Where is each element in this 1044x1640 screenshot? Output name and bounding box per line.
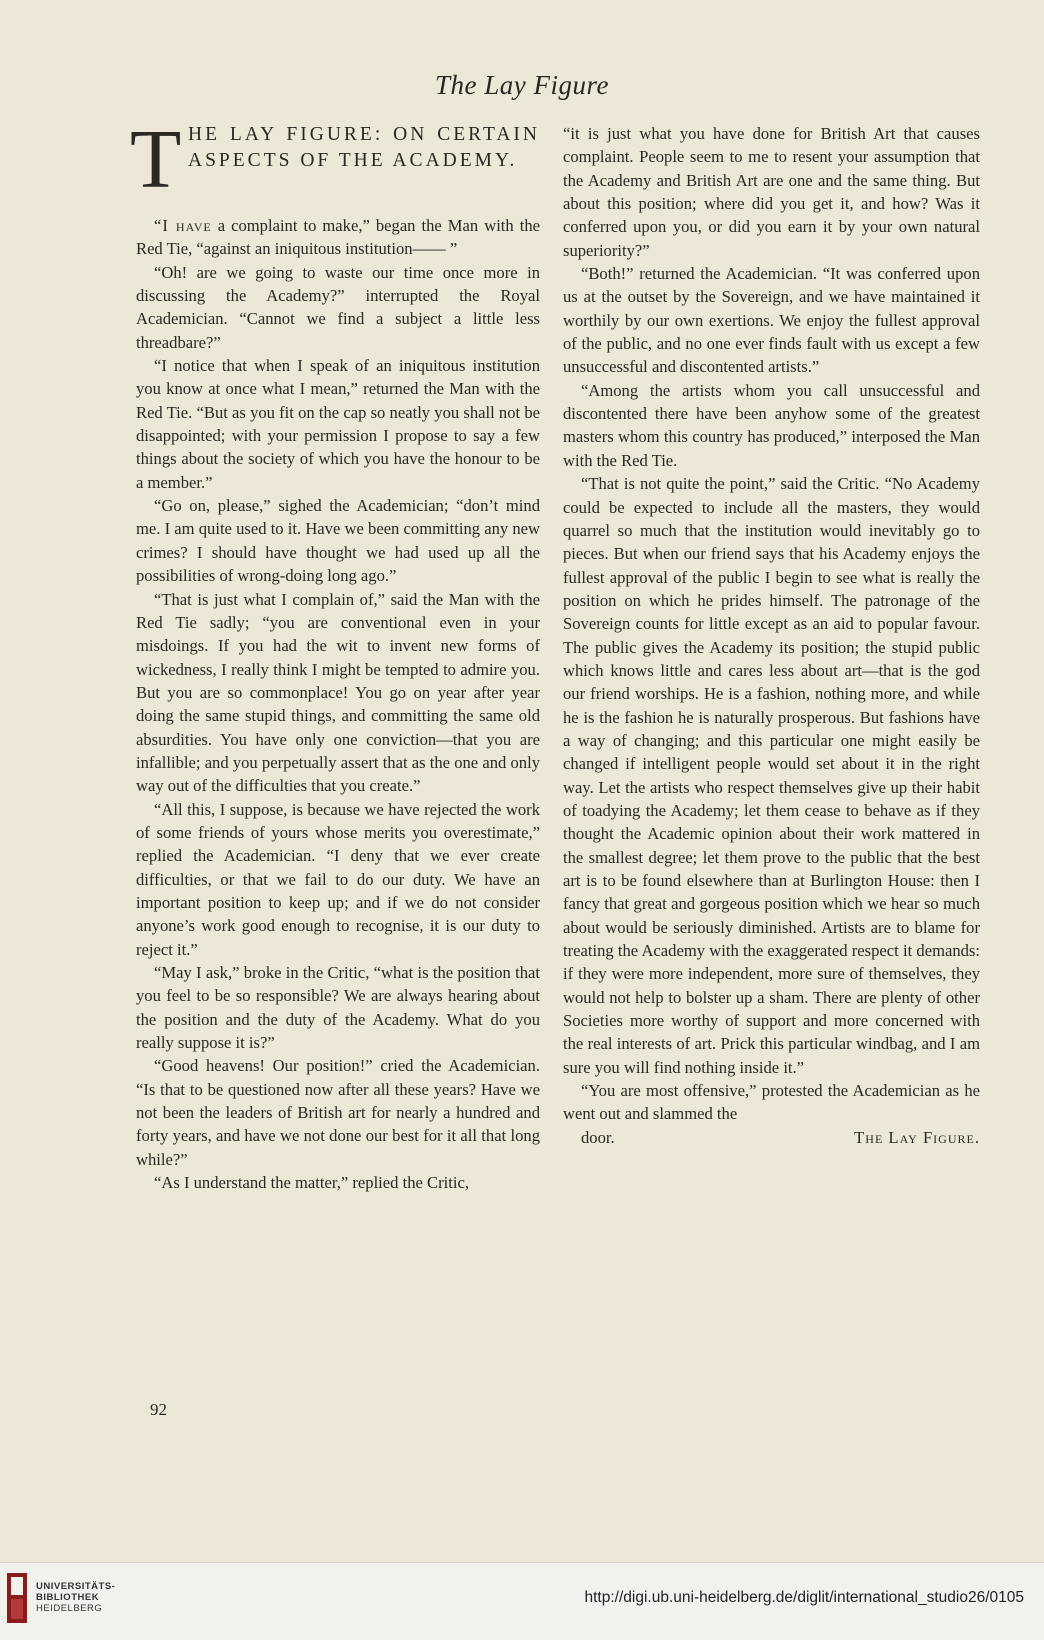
library-line3: HEIDELBERG — [36, 1603, 103, 1614]
paragraph: “You are most offensive,” protested the Academician as he went out and slammed the — [563, 1081, 980, 1124]
article-title — [130, 113, 540, 206]
paragraph: “As I understand the matter,” replied the Critic, — [154, 1173, 469, 1193]
paragraph: “I notice that when I speak of an iniquitous institution you know at once what I mean,” returned the Man with the Red Tie. “But as you fit on the cap so neatly you shall not be disappointed; with your permission I propose to say a few things about the society of which you have the honour to be a member.” — [136, 356, 540, 492]
university-logo-icon — [4, 1569, 30, 1627]
title-text: HE LAY FIGURE: ON CERTAIN ASPECTS OF THE ACADEMY. — [188, 124, 540, 171]
paragraph: “All this, I suppose, is because we have rejected the work of some friends of yours whose merits you overestimate,” replied the Academician. “I deny that we ever create difficulties, or that we fail to do our duty. We have an important position to keep up; and if we do not consider anyone’s work good enough to recognise, it is our duty to reject it.” — [136, 799, 540, 959]
library-name — [36, 1581, 115, 1614]
running-title: The Lay Figure — [435, 70, 609, 100]
paragraph: “Good heavens! Our position!” cried the Academician. “Is that to be questioned now after all these years? Have we not been the leaders of British art for nearly a hundred and forty years, and have we not done our best for it all that long while?” — [136, 1056, 540, 1169]
signature: The Lay Figure. — [854, 1127, 980, 1147]
paragraph: “That is not quite the point,” said the Critic. “No Academy could be expected to include all the masters, they would quarrel so much that the institution would inevitably go to pieces. But when our friend says that his Academy enjoys the fullest approval of the public I begin to see what is really the position on which he prides himself. The patronage of the Sovereign counts for little except as an aid to popular favour. The public gives the Academy its position; the stupid public which knows little and cares less about art—that is the god our friend worships. He is a fashion, nothing more, and while he is the fashion he is naturally prosperous. But fashions have a way of changing; and this particular one might easily be changed if intelligent people would set about it in the right way. Let the artists who respect themselves give up their habit of toadying the Academy; let them cease to behave as if they thought the Academic opinion about their work mattered in the smallest degree; let them prove to the public that the best art is to be found elsewhere than at Burlington House: then I fancy that great and gorgeous position which we hear so much about would be seriously diminished. Artists are to blame for treating the Academy with the exaggerated respect it demands: if they were more independent, more sure of themselves, they would not help to bolster up a sham. There are plenty of other Societies more worthy of support and more concerned with the real interests of art. Prick this particular windbag, and I am sure you will find nothing inside it.” — [563, 474, 980, 1077]
page-number: 92 — [150, 1400, 167, 1419]
left-column — [130, 113, 541, 1194]
paragraph: “Go on, please,” sighed the Academician; “don’t mind me. I am quite used to it. Have we been committing any new crimes? I should have thought we had used up all the possibilities of wrong-doing long ago.” — [136, 496, 540, 586]
closing-line — [563, 1126, 980, 1149]
paragraph: “That is just what I complain of,” said the Man with the Red Tie sadly; “you are conventional even in your misdoings. If you had the wit to invent new forms of wickedness, I really think I might be tempted to admire you. But you are so commonplace! You go on year after year doing the same stupid things, and committing the same old absurdities. You have only one conviction—that you are infallible; and you perpetually assert that as the one and only way out of the difficulties that you create.” — [136, 589, 540, 796]
paragraph: “Both!” returned the Academician. “It was conferred upon us at the outset by the Sovereign, and we have maintained it worthily by our own exertions. We enjoy the fullest approval of the public, and no one ever finds fault with us except a few unsuccessful and discontented artists.” — [563, 264, 980, 377]
paragraph: “May I ask,” broke in the Critic, “what is the position that you feel to be so responsible? We are always hearing about the position and the duty of the Academy. What do you really suppose it is?” — [136, 963, 540, 1053]
permalink-url[interactable]: http://digi.ub.uni-heidelberg.de/diglit/international_studio26/0105 — [584, 1589, 1024, 1606]
paragraph-continuation: “it is just what you have done for British Art that causes complaint. People seem to me to resent your assumption that the Academy and British Art are one and the same thing. But about this position; where did you get it, and how? Was it conferred upon you, or did you earn it by your own natural superiority?” — [563, 124, 980, 260]
right-column — [563, 122, 980, 1149]
paragraph — [136, 214, 540, 261]
last-word: door. — [581, 1127, 615, 1147]
paragraph: “Oh! are we going to waste our time once more in discussing the Academy?” interrupted the Royal Academician. “Cannot we find a subject a little less threadbare?” — [136, 262, 540, 352]
footer-bar — [0, 1562, 1044, 1640]
library-line2: BIBLIOTHEK — [36, 1592, 100, 1603]
paragraph: “Among the artists whom you call unsuccessful and discontented there have been anyhow some of the greatest masters whom this country has produced,” interposed the Man with the Red Tie. — [563, 380, 980, 470]
paragraph-text: a complaint to make,” began the Man with the Red Tie, “against an iniquitous institution—— ” — [136, 216, 541, 259]
drop-cap: T — [130, 113, 182, 206]
library-line1: UNIVERSITÄTS- — [36, 1581, 116, 1592]
opening-smallcaps: “I have — [154, 216, 212, 235]
